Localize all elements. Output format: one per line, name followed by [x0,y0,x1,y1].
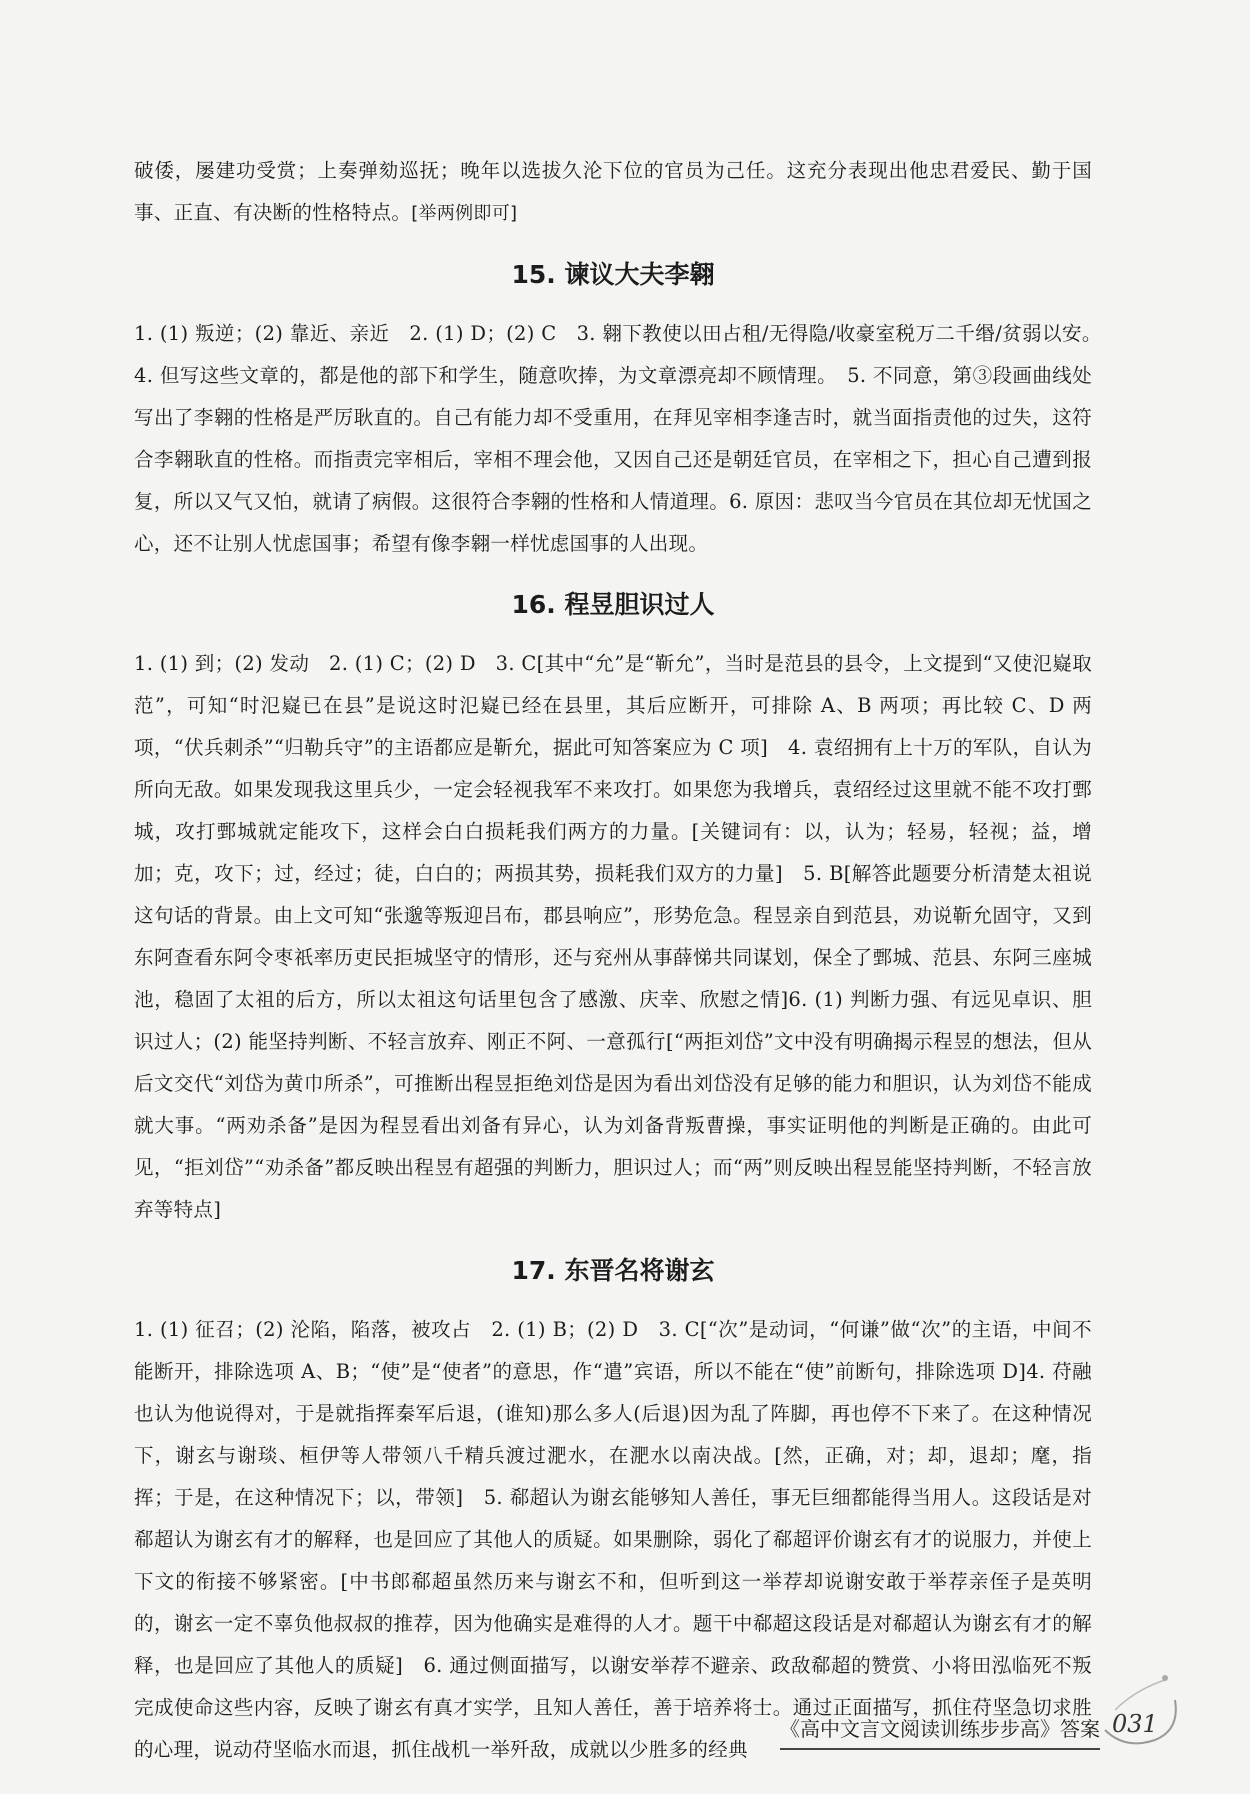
section-title-17: 17. 东晋名将谢玄 [511,1256,715,1285]
section-title-15: 15. 谏议大夫李翱 [511,260,715,289]
intro-paragraph [134,150,1092,235]
section-body-16: 1. (1) 到；(2) 发动 2. (1) C；(2) D 3. C[其中“允”是“靳允”，当时是范县的县令，上文提到“又使氾嶷取范”，可知“时氾嶷已在县”是说这时氾嶷已经在县里，其后应断开，可排除 A、B 两项；再比较 C、D 两项，“伏兵刺杀”“归勒兵守”的主语都应是靳允，据此可知答案应为 C 项] 4. 袁绍拥有上十万的军队，自认为所向无敌。如果发现我这里兵少，一定会轻视我军不来攻打。如果您为我增兵，袁绍经过这里就不能不攻打鄄城，攻打鄄城就定能攻下，这样会白白损耗我们两方的力量。[关键词有：以，认为；轻易，轻视；益，增加；克，攻下；过，经过；徒，白白的；两损其势，损耗我们双方的力量] 5. B[解答此题要分析清楚太祖说这句话的背景。由上文可知“张邈等叛迎吕布，郡县响应”，形势危急。程昱亲自到范县，劝说靳允固守，又到东阿查看东阿令枣祇率历吏民拒城坚守的情形，还与兖州从事薛悌共同谋划，保全了鄄城、范县、东阿三座城池，稳固了太祖的后方，所以太祖这句话里包含了感激、庆幸、欣慰之情]6. (1) 判断力强、有远见卓识、胆识过人；(2) 能坚持判断、不轻言放弃、刚正不阿、一意孤行[“两拒刘岱”文中没有明确揭示程昱的想法，但从后文交代“刘岱为黄巾所杀”，可推断出程昱拒绝刘岱是因为看出刘岱没有足够的能力和胆识，认为刘岱不能成就大事。“两劝杀备”是因为程昱看出刘备有异心，认为刘备背叛曹操，事实证明他的判断是正确的。由此可见，“拒刘岱”“劝杀备”都反映出程昱有超强的判断力，胆识过人；而“两”则反映出程昱能坚持判断，不轻言放弃等特点] [134,652,1092,1221]
intro-note: [举两例即可] [411,203,518,224]
page-number: 031 [1112,1710,1158,1738]
intro-text: 破倭，屡建功受赏；上奏弹劾巡抚；晚年以选拔久沦下位的官员为己任。这充分表现出他忠君爱民、勤于国事、正直、有决断的性格特点。 [134,159,1092,224]
footer-book-title: 《高中文言文阅读训练步步高》答案 [780,1713,1100,1750]
section-title-16: 16. 程昱胆识过人 [511,590,715,619]
section-body-15: 1. (1) 叛逆；(2) 靠近、亲近 2. (1) D；(2) C 3. 翱下教使以田占租/无得隐/收豪室税万二千缗/贫弱以安。 4. 但写这些文章的，都是他的部下和学生，随意吹捧，为文章漂亮却不顾情理。 5. 不同意，第③段画曲线处写出了李翱的性格是严厉耿直的。自己有能力却不受重用，在拜见宰相李逢吉时，就当面指责他的过失，这符合李翱耿直的性格。而指责完宰相后，宰相不理会他，又因自己还是朝廷官员，在宰相之下，担心自己遭到报复，所以又气又怕，就请了病假。这很符合李翱的性格和人情道理。6. 原因：悲叹当今官员在其位却无忧国之心，还不让别人忧虑国事；希望有像李翱一样忧虑国事的人出现。 [134,322,1112,555]
answer-content [134,150,1112,1771]
section-body-17: 1. (1) 征召；(2) 沦陷，陷落，被攻占 2. (1) B；(2) D 3. C[“次”是动词，“何谦”做“次”的主语，中间不能断开，排除选项 A、B；“使”是“使者”的意思，作“遣”宾语，所以不能在“使”前断句，排除选项 D]4. 苻融也认为他说得对，于是就指挥秦军后退，(谁知)那么多人(后退)因为乱了阵脚，再也停不下来了。在这种情况下，谢玄与谢琰、桓伊等人带领八千精兵渡过淝水，在淝水以南决战。[然，正确，对；却，退却；麾，指挥；于是，在这种情况下；以，带领] 5. 郗超认为谢玄能够知人善任，事无巨细都能得当用人。这段话是对郗超认为谢玄有才的解释，也是回应了其他人的质疑。如果删除，弱化了郗超评价谢玄有才的说服力，并使上下文的衔接不够紧密。[中书郎郗超虽然历来与谢玄不和，但听到这一举荐却说谢安敢于举荐亲侄子是英明的，谢玄一定不辜负他叔叔的推荐，因为他确实是难得的人才。题干中郗超这段话是对郗超认为谢玄有才的解释，也是回应了其他人的质疑] 6. 通过侧面描写，以谢安举荐不避亲、政敌郗超的赞赏、小将田泓临死不叛完成使命这些内容，反映了谢玄有真才实学，且知人善任，善于培养将士。通过正面描写，抓住苻坚急切求胜的心理，说动苻坚临水而退，抓住战机一举歼敌，成就以少胜多的经典 [134,1318,1092,1761]
swirl-decoration-icon [1095,1650,1185,1760]
